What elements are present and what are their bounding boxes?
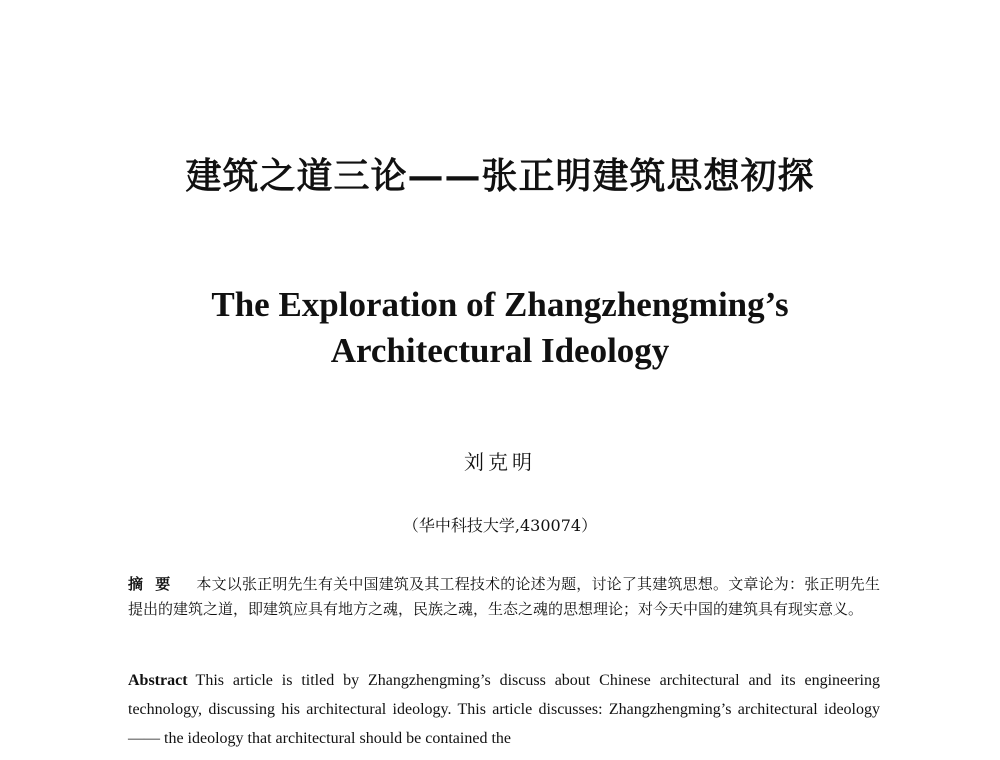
english-abstract <box>128 666 880 753</box>
chinese-title: 建筑之道三论——张正明建筑思想初探 <box>185 155 815 197</box>
english-title-line-1: The Exploration of Zhangzhengming’s <box>211 285 789 324</box>
author-affiliation: （华中科技大学,430074） <box>402 516 598 535</box>
chinese-abstract <box>128 572 880 622</box>
author-name: 刘克明 <box>464 450 536 474</box>
english-abstract-text: This article is titled by Zhangzhengming’s discuss about Chinese architectural and its engineering technology, discussing his architectural ideology. This article discusses: Zhangzhengming’s architectural ideology —— the ideology that architectural should be contained the <box>128 672 880 747</box>
english-title-line-2: Architectural Ideology <box>330 331 670 370</box>
english-title <box>0 282 1000 374</box>
english-abstract-label: Abstract <box>128 672 188 689</box>
chinese-abstract-text: 本文以张正明先生有关中国建筑及其工程技术的论述为题，讨论了其建筑思想。文章论为：张正明先生提出的建筑之道，即建筑应具有地方之魂，民族之魂，生态之魂的思想理论；对今天中国的建筑具有现实意义。 <box>128 575 880 618</box>
chinese-abstract-label: 摘要 <box>128 575 183 593</box>
